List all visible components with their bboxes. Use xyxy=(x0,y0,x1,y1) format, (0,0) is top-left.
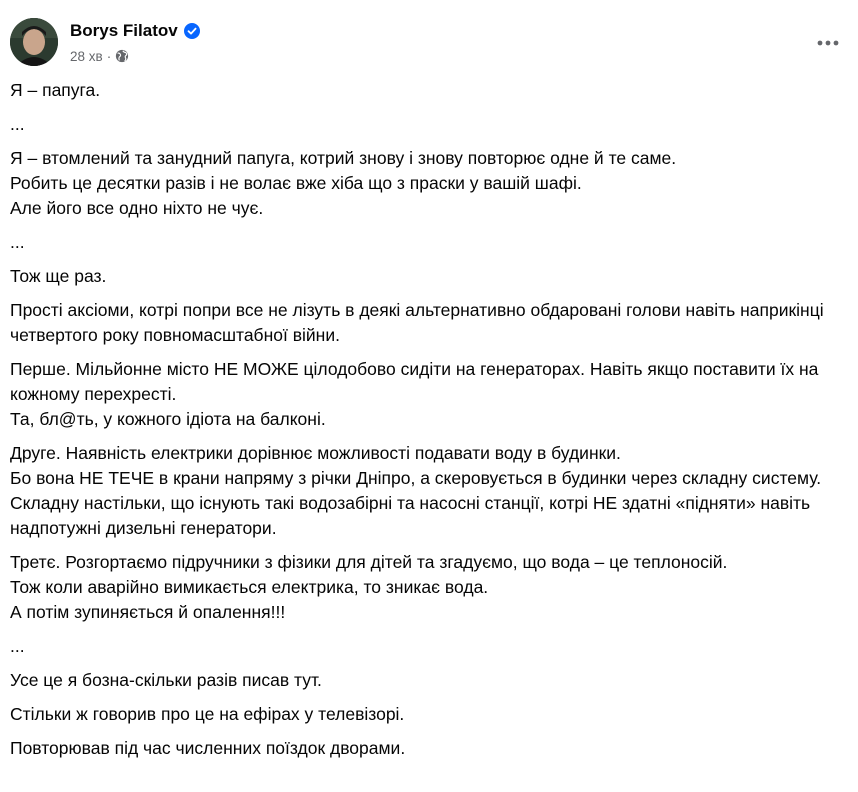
more-options-button[interactable] xyxy=(810,25,846,61)
avatar[interactable] xyxy=(10,18,58,66)
post-paragraph: Я – втомлений та занудний папуга, котрий знову і знову повторює одне й те саме. Робить це десятки разів і не волає вже хіба що з праски у вашій шафі. Але його все одно ніхто не чує. xyxy=(10,148,677,218)
meta-separator: · xyxy=(106,48,112,64)
post-paragraph: ... xyxy=(10,636,25,656)
author-name[interactable]: Borys Filatov xyxy=(70,21,178,40)
post-paragraph: Я – папуга. xyxy=(10,80,101,100)
post-body xyxy=(10,78,855,770)
more-options-icon xyxy=(817,40,839,46)
post-paragraph: Третє. Розгортаємо підручники з фізики для дітей та згадуємо, що вода – це теплоносій. Тож коли аварійно вимикається електрика, то зникає вода. А потім зупиняється й опалення!!! xyxy=(10,552,728,622)
post-paragraph: ... xyxy=(10,232,25,252)
post-paragraph: Повторював під час численних поїздок дворами. xyxy=(10,738,406,758)
avatar-image xyxy=(10,18,58,66)
post-paragraph: Друге. Наявність електрики дорівнює можливості подавати воду в будинки. Бо вона НЕ ТЕЧЕ в крани напряму з річки Дніпро, а скеровується в будинки через складну систему. Складну настільки, що існують такі водозабірні та насосні станції, котрі НЕ здатні «підняти» навіть надпотужні дизельні генератори. xyxy=(10,443,822,538)
post-header xyxy=(10,15,848,71)
post-paragraph: Усе це я бозна-скільки разів писав тут. xyxy=(10,670,322,690)
post-meta xyxy=(70,47,200,65)
author-block xyxy=(70,20,200,65)
author-row xyxy=(70,20,200,42)
post-paragraph: Перше. Мільйонне місто НЕ МОЖЕ цілодобово сидіти на генераторах. Навіть якщо поставити їх на кожному перехресті. Та, бл@ть, у кожного ідіота на балконі. xyxy=(10,359,819,429)
post-paragraph: Тож ще раз. xyxy=(10,266,107,286)
post-paragraph: Стільки ж говорив про це на ефірах у телевізорі. xyxy=(10,704,405,724)
globe-icon[interactable] xyxy=(115,49,129,63)
verified-badge-icon xyxy=(184,23,200,39)
post-paragraph: ... xyxy=(10,114,25,134)
post-timestamp[interactable]: 28 хв xyxy=(70,48,103,64)
post-paragraph: Прості аксіоми, котрі попри все не лізуть в деякі альтернативно обдаровані голови навіть наприкінці четвертого року повномасштабної війни. xyxy=(10,300,824,345)
